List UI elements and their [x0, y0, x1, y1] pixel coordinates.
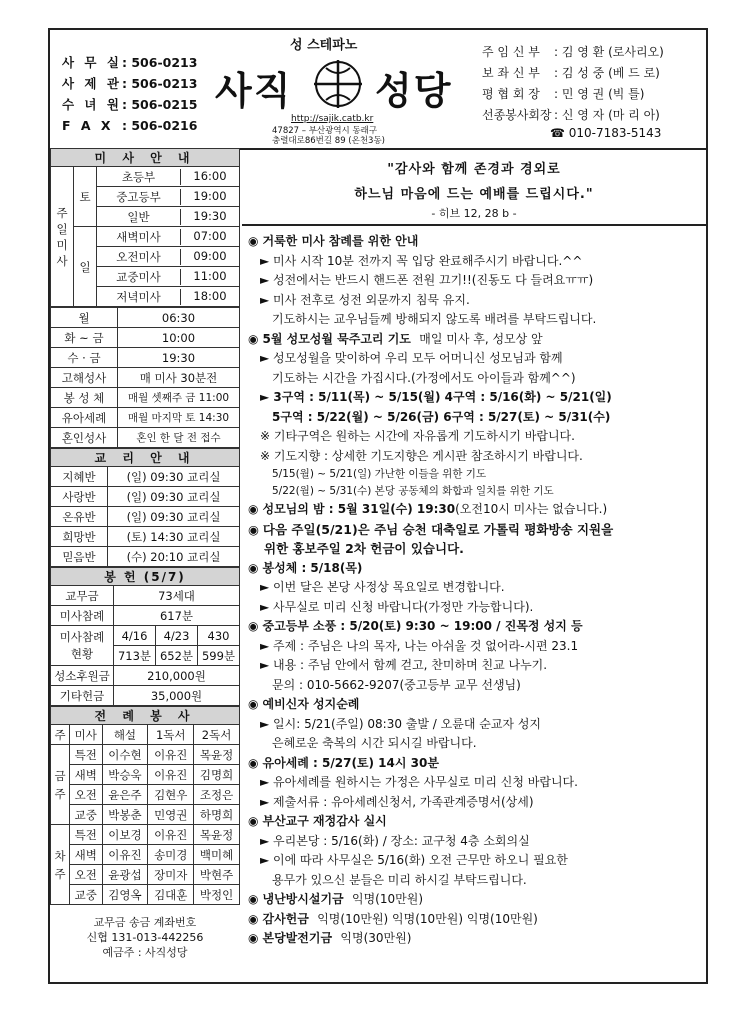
sunday-label: 일: [74, 227, 97, 307]
bank-line: 예금주 : 사직성당: [102, 946, 188, 959]
notice-item: 용무가 있으신 분들은 미리 하시길 부탁드립니다.: [272, 872, 527, 887]
attendance-count: 713분: [114, 646, 156, 666]
vert-char: 일: [56, 221, 68, 236]
weekday-label: 고해성사: [51, 368, 118, 388]
contact-value: : 506-0213: [122, 76, 198, 91]
notice-title: 봉성체 : 5/18(목): [262, 560, 363, 575]
scripture-verse: [242, 148, 706, 226]
service-cell: 교중: [70, 885, 103, 905]
notice-heading: [248, 330, 700, 350]
weekday-time: 06:30: [118, 308, 240, 328]
notice-title: 예비신자 성지순례: [262, 697, 360, 711]
notice-item: 5/15(월) ~ 5/21(일) 가난한 이들을 위한 기도: [272, 468, 487, 480]
bullet-icon: ◉: [248, 560, 259, 575]
service-cell: 오전: [70, 865, 103, 885]
contact-label: F A X: [62, 118, 114, 133]
notice-heading: [248, 500, 700, 520]
mass-time: 09:00: [193, 248, 227, 263]
bullet-icon: ◉: [248, 697, 259, 711]
service-cell: 새벽: [70, 845, 103, 865]
notice-heading: [248, 754, 700, 774]
notice-item: 은혜로운 축복의 시간 되시길 바랍니다.: [272, 736, 477, 750]
weekday-row: [51, 408, 240, 428]
bullet-icon: ◉: [248, 931, 259, 945]
mass-time: 11:00: [193, 268, 227, 283]
notice-heading: [248, 520, 700, 540]
mass-row: [97, 247, 240, 267]
attendance-dates-row: [51, 626, 240, 646]
service-cell: 새벽: [70, 765, 103, 785]
mass-row: [97, 187, 240, 207]
mass-time: 07:00: [193, 228, 227, 243]
offering-row: [51, 586, 240, 606]
attendance-count: 652분: [156, 646, 198, 666]
offering-label: 교무금: [51, 586, 114, 606]
vert-char: 주: [54, 786, 66, 801]
service-cell: 송미경: [148, 845, 194, 865]
weekday-label: 월: [51, 308, 118, 328]
offering-label: 성소후원금: [51, 666, 114, 686]
service-cell: 이유진: [148, 745, 194, 765]
bullet-icon: ◉: [248, 234, 259, 248]
mass-schedule-title: 미 사 안 내: [51, 149, 240, 167]
verse-line: "감사와 함께 존경과 경외로: [387, 162, 561, 177]
service-cell: 백미혜: [194, 845, 240, 865]
catechism-row: [51, 527, 240, 547]
weekday-row: [51, 368, 240, 388]
mass-row: [97, 207, 240, 227]
bank-line: 신협 131-013-442256: [86, 931, 204, 944]
class-name: 온유반: [51, 507, 108, 527]
attendance-label-line: 현황: [70, 646, 94, 661]
weekday-time: 매월 마지막 토 14:30: [118, 408, 240, 428]
offering-value: 35,000원: [114, 686, 240, 706]
weekday-label: 혼인성사: [51, 428, 118, 448]
mass-row: [97, 167, 240, 187]
mass-row: [97, 227, 240, 247]
service-cell: 특전: [70, 825, 103, 845]
notice-item: 기도하시는 교우님들께 방해되지 않도록 배려를 부탁드립니다.: [272, 312, 597, 326]
clergy-row: [482, 105, 664, 126]
weekday-time: 매 미사 30분전: [118, 368, 240, 388]
bullet-icon: ◉: [248, 911, 259, 926]
catechism-row: [51, 487, 240, 507]
mass-name: 저녁미사: [97, 289, 181, 305]
service-cell: 장미자: [148, 865, 194, 885]
vert-char: 차: [54, 848, 66, 863]
service-row: [51, 765, 240, 785]
service-cell: 윤광섭: [102, 865, 148, 885]
offering-label: 기타헌금: [51, 686, 114, 706]
contact-row: [62, 52, 197, 73]
catechism-title: 교 리 안 내: [51, 449, 240, 467]
notice-heading: [248, 890, 700, 910]
notice-item: ► 미사 시작 10분 전까지 꼭 입당 완료해주시기 바랍니다.^^: [260, 253, 583, 268]
mass-time: 18:00: [193, 288, 227, 303]
class-name: 희망반: [51, 527, 108, 547]
bullet-icon: ◉: [248, 814, 259, 828]
notice-title-continued: 위한 홍보주일 2차 헌금이 있습니다.: [264, 541, 464, 556]
notice-item: ► 성전에서는 반드시 핸드폰 전원 끄기!!(진동도 다 들려요ㅠㅠ): [260, 273, 594, 287]
right-column: [242, 148, 706, 949]
mass-row: [97, 267, 240, 287]
bullet-icon: ◉: [248, 502, 259, 516]
this-week-label: [51, 745, 70, 825]
notice-item: 5구역 : 5/22(월) ~ 5/26(금) 6구역 : 5/27(토) ~ 5/31(수): [272, 409, 611, 424]
service-cell: 박승욱: [102, 765, 148, 785]
notice-item: ► 주제 : 주님은 나의 목자, 나는 아쉬울 것 없어라-시편 23.1: [260, 638, 579, 653]
notice-item: ► 이번 달은 본당 사정상 목요일로 변경합니다.: [260, 580, 505, 594]
bank-account-info: [50, 905, 240, 960]
mass-name: 오전미사: [97, 249, 181, 265]
class-name: 사랑반: [51, 487, 108, 507]
mass-name: 새벽미사: [97, 229, 181, 245]
attendance-date: 4/23: [156, 626, 198, 646]
notice-title: 부산교구 재정감사 실시: [262, 814, 387, 828]
catechism-row: [51, 507, 240, 527]
weekday-schedule-table: [50, 307, 240, 448]
service-cell: 이유진: [148, 765, 194, 785]
attendance-date: 4/16: [114, 626, 156, 646]
service-header-row: [51, 725, 240, 745]
attendance-label: [51, 626, 114, 666]
offering-title: 봉 헌 (5/7): [51, 568, 240, 586]
service-row: [51, 865, 240, 885]
notice-title: 5월 성모성월 묵주고리 기도: [262, 331, 411, 346]
notice-heading: [248, 232, 700, 252]
class-time: (토) 14:30 교리실: [108, 527, 240, 547]
service-row: [51, 825, 240, 845]
contact-value: : 506-0215: [122, 97, 198, 112]
parish-address: [272, 126, 385, 146]
clergy-name: : 김 성 중 (베 드 로): [554, 66, 660, 80]
attendance-date: 430: [198, 626, 240, 646]
service-row: [51, 745, 240, 765]
clergy-row: [482, 42, 664, 63]
notice-extra: 익명(10만원): [352, 892, 424, 906]
offering-table: [50, 567, 240, 706]
notice-item: 5/22(월) ~ 5/31(수) 본당 공동체의 화합과 일치를 위한 기도: [272, 485, 554, 497]
service-cell: 이유진: [102, 845, 148, 865]
notice-item: ► 유아세례를 원하시는 가정은 사무실로 미리 신청 바랍니다.: [260, 775, 578, 789]
vert-char: 금: [54, 768, 66, 783]
mass-name: 초등부: [97, 169, 181, 185]
notice-item: ► 성모성월을 맞이하여 우리 모두 어머니신 성모님과 함께: [260, 351, 563, 365]
weekday-row: [51, 428, 240, 448]
clergy-role: 선종봉사회장: [482, 108, 552, 122]
service-cell: 박봉춘: [102, 805, 148, 825]
catechism-row: [51, 467, 240, 487]
class-name: 지혜반: [51, 467, 108, 487]
weekday-row: [51, 308, 240, 328]
service-cell: 박현주: [194, 865, 240, 885]
weekday-label: 수 · 금: [51, 348, 118, 368]
contact-label: 사 제 관: [62, 76, 122, 91]
notice-title: 거룩한 미사 참례를 위한 안내: [262, 234, 419, 248]
verse-line: 하느님 마음에 드는 예배를 드립시다.": [354, 187, 594, 202]
clergy-list: [482, 42, 664, 126]
service-cell: 김대훈: [148, 885, 194, 905]
weekday-time: 19:30: [118, 348, 240, 368]
vert-char: 미: [56, 237, 68, 252]
service-cell: 이수현: [102, 745, 148, 765]
clergy-name: : 김 영 환 (로사리오): [554, 45, 664, 59]
mass-name: 일반: [97, 209, 181, 225]
bullet-icon: ◉: [248, 521, 259, 537]
service-header: 해설: [102, 725, 148, 745]
address-line: 47827 – 부산광역시 동래구: [272, 126, 378, 136]
service-cell: 김현우: [148, 785, 194, 805]
notice-item: ► 미사 전후로 성전 외문까지 침묵 유지.: [260, 292, 470, 307]
catechism-table: [50, 448, 240, 567]
notice-title: 유아세례 : 5/27(토) 14시 30분: [262, 755, 439, 770]
office-contacts: [62, 52, 197, 136]
clergy-row: [482, 63, 664, 84]
parish-name: [215, 60, 453, 115]
mass-name: 중고등부: [97, 189, 181, 205]
service-row: [51, 785, 240, 805]
bulletin-header: [50, 30, 706, 150]
service-row: [51, 805, 240, 825]
parish-cross-logo-icon: [312, 58, 364, 110]
weekday-label: 봉 성 체: [51, 388, 118, 408]
bullet-icon: ◉: [248, 892, 259, 906]
service-cell: 오전: [70, 785, 103, 805]
class-name: 믿음반: [51, 547, 108, 567]
weekday-time: 매월 셋째주 금 11:00: [118, 388, 240, 408]
parish-patron: 성 스테파노: [290, 38, 358, 53]
clergy-role: 평 협 회 장: [482, 87, 540, 101]
service-cell: 조정은: [194, 785, 240, 805]
notice-title: 중고등부 소풍 : 5/20(토) 9:30 ~ 19:00 / 진목정 성지 등: [262, 619, 583, 633]
notice-heading: [248, 812, 700, 832]
weekday-row: [51, 388, 240, 408]
vert-char: 주: [56, 205, 68, 220]
weekday-row: [51, 348, 240, 368]
offering-row: [51, 666, 240, 686]
mass-time: 16:00: [193, 168, 227, 183]
catechism-row: [51, 547, 240, 567]
bulletin-page: [48, 28, 708, 984]
service-cell: 이유진: [148, 825, 194, 845]
vert-char: 사: [56, 253, 68, 268]
service-cell: 이보경: [102, 825, 148, 845]
mass-schedule-table: [50, 148, 240, 307]
bullet-icon: ◉: [248, 619, 259, 633]
weekday-time: 10:00: [118, 328, 240, 348]
saturday-label: 토: [74, 167, 97, 227]
left-column: [50, 148, 240, 960]
notice-item: 문의 : 010-5662-9207(중고등부 교무 선생님): [272, 677, 521, 692]
offering-row: [51, 606, 240, 626]
notice-item: ► 제출서류 : 유아세례신청서, 가족관계증명서(상세): [260, 794, 534, 809]
notice-item: 기도하는 시간을 가집시다.(가정에서도 아이들과 함께^^): [272, 370, 576, 385]
offering-row: [51, 686, 240, 706]
notice-item: ► 이에 따라 사무실은 5/16(화) 오전 근무만 하오니 필요한: [260, 853, 568, 867]
notice-heading: [248, 559, 700, 579]
sunday-mass-label: [51, 167, 74, 307]
mass-time: 19:30: [193, 208, 227, 223]
phone-number: ☎ 010-7183-5143: [550, 126, 662, 140]
service-row: [51, 885, 240, 905]
service-cell: 윤은주: [102, 785, 148, 805]
attendance-count: 599분: [198, 646, 240, 666]
notice-heading: [248, 910, 700, 930]
notice-extra: 익명(30만원): [340, 931, 412, 945]
notice-heading: [248, 617, 700, 637]
notice-extra: 익명(10만원) 익명(10만원) 익명(10만원): [317, 911, 538, 926]
service-cell: 김영옥: [102, 885, 148, 905]
attendance-label-line: 미사참례: [59, 629, 105, 644]
weekday-label: 화 ~ 금: [51, 328, 118, 348]
contact-label: 수 녀 원: [62, 97, 122, 112]
notice-heading: [248, 695, 700, 715]
notice-extra: (오전10시 미사는 없습니다.): [455, 502, 608, 516]
service-cell: 하명희: [194, 805, 240, 825]
service-header: 주: [51, 725, 70, 745]
notice-item: ► 내용 : 주님 안에서 함께 걷고, 찬미하며 친교 나누기.: [260, 658, 548, 672]
class-time: (일) 09:30 교리실: [108, 507, 240, 527]
service-header: 미사: [70, 725, 103, 745]
notice-title: 냉난방시설기금: [262, 892, 344, 906]
liturgy-service-table: [50, 706, 240, 905]
parish-website-link[interactable]: http://sajik.catb.kr: [291, 114, 374, 124]
notice-title: 다음 주일(5/21)은 주님 승천 대축일로 가톨릭 평화방송 지원을: [262, 521, 614, 537]
offering-label: 미사참례: [51, 606, 114, 626]
notice-item: ► 3구역 : 5/11(목) ~ 5/15(월) 4구역 : 5/16(화) ~ 5/21(일): [260, 390, 612, 404]
offering-value: 73세대: [114, 586, 240, 606]
notice-title: 본당발전기금: [262, 931, 333, 945]
bullet-icon: ◉: [248, 755, 259, 770]
contact-value: : 506-0216: [122, 118, 198, 133]
notice-item: ※ 기타구역은 원하는 시간에 자유롭게 기도하시기 바랍니다.: [260, 429, 575, 443]
weekday-time: 혼인 한 달 전 접수: [118, 428, 240, 448]
contact-row: [62, 73, 197, 94]
service-title: 전 례 봉 사: [51, 707, 240, 725]
parish-name-part-1: 사직: [215, 69, 293, 113]
mass-name: 교중미사: [97, 269, 181, 285]
service-cell: 목윤정: [194, 825, 240, 845]
next-week-label: [51, 825, 70, 905]
bank-line: 교무금 송금 계좌번호: [93, 916, 197, 929]
weekday-label: 유아세례: [51, 408, 118, 428]
notice-extra: 매일 미사 후, 성모상 앞: [419, 331, 543, 346]
address-line: 충렬대로86번길 89 (온천3동): [272, 136, 385, 146]
clergy-role: 주 임 신 부: [482, 45, 540, 59]
service-cell: 교중: [70, 805, 103, 825]
mass-row: [97, 287, 240, 307]
service-cell: 목윤정: [194, 745, 240, 765]
verse-reference: - 히브 12, 28 b -: [431, 207, 517, 220]
class-time: (일) 09:30 교리실: [108, 487, 240, 507]
notice-item: ► 우리본당 : 5/16(화) / 장소: 교구청 4층 소회의실: [260, 833, 530, 848]
contact-label: 사 무 실: [62, 55, 122, 70]
service-row: [51, 845, 240, 865]
clergy-name: : 민 영 권 (빅 틀): [554, 87, 645, 101]
notice-title: 감사헌금: [262, 911, 309, 926]
contact-value: : 506-0213: [122, 55, 198, 70]
bullet-icon: ◉: [248, 331, 259, 346]
mass-time: 19:00: [193, 188, 227, 203]
service-cell: 박정인: [194, 885, 240, 905]
notice-item: ► 일시: 5/21(주일) 08:30 출발 / 오륜대 순교자 성지: [260, 716, 542, 731]
clergy-role: 보 좌 신 부: [482, 66, 540, 80]
offering-value: 617분: [114, 606, 240, 626]
service-header: 1독서: [148, 725, 194, 745]
contact-row: [62, 94, 197, 115]
notices-list: [242, 226, 706, 949]
service-header: 2독서: [194, 725, 240, 745]
clergy-row: [482, 84, 664, 105]
clergy-name: : 신 영 자 (마 리 아): [554, 108, 660, 122]
notice-title: 성모님의 밤 : 5월 31일(수) 19:30: [262, 502, 456, 516]
class-time: (수) 20:10 교리실: [108, 547, 240, 567]
service-cell: 특전: [70, 745, 103, 765]
parish-name-part-2: 성당: [375, 69, 453, 113]
service-cell: 민영권: [148, 805, 194, 825]
contact-row: [62, 115, 197, 136]
class-time: (일) 09:30 교리실: [108, 467, 240, 487]
weekday-row: [51, 328, 240, 348]
notice-item: ► 사무실로 미리 신청 바랍니다(가정만 가능합니다).: [260, 599, 534, 614]
service-cell: 김명희: [194, 765, 240, 785]
offering-value: 210,000원: [114, 666, 240, 686]
vert-char: 주: [54, 866, 66, 881]
notice-heading: [248, 929, 700, 949]
notice-item: ※ 기도지향 : 상세한 기도지향은 게시판 참조하시기 바랍니다.: [260, 448, 583, 463]
